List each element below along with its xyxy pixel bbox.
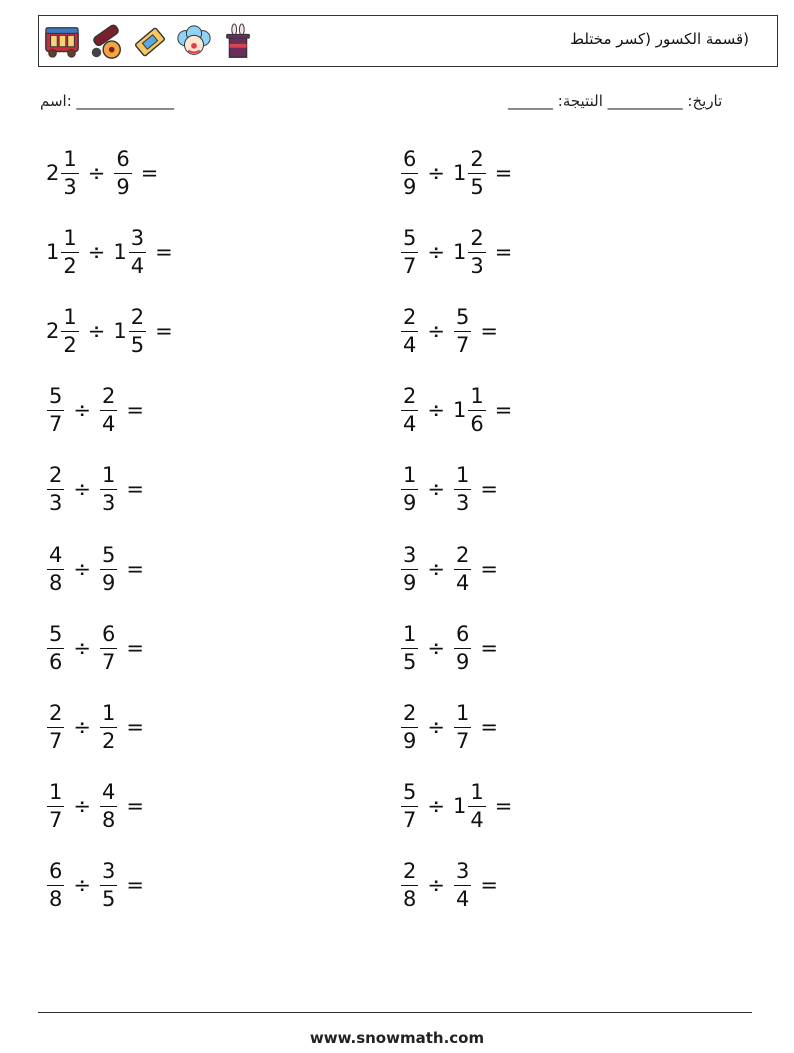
fraction-2 (100, 700, 117, 753)
whole-number-2: 1 (452, 239, 467, 264)
fraction-2 (454, 621, 471, 674)
equals-sign: = (494, 794, 513, 819)
fraction-1 (401, 386, 418, 435)
denominator: 7 (49, 808, 63, 833)
fraction-2 (468, 782, 485, 831)
denominator: 8 (403, 887, 417, 912)
numerator: 1 (63, 304, 77, 329)
divide-sign: ÷ (427, 239, 445, 264)
denominator: 7 (49, 728, 63, 753)
magic-hat-icon (219, 20, 257, 64)
fraction-2 (100, 542, 117, 595)
clown-icon (175, 20, 213, 64)
denominator: 9 (455, 649, 470, 674)
numerator: 1 (403, 621, 417, 646)
fraction-2 (468, 146, 485, 199)
equals-sign: = (155, 318, 173, 343)
denominator: 7 (403, 808, 417, 833)
numerator: 2 (101, 384, 116, 409)
header-box (38, 15, 778, 67)
fraction-1 (47, 465, 64, 514)
fraction-1 (61, 146, 78, 199)
denominator: 3 (49, 491, 63, 516)
fraction-1 (61, 304, 78, 357)
problem-item (400, 620, 498, 676)
denominator: 6 (470, 412, 484, 437)
problem-item (400, 699, 498, 755)
denominator: 9 (101, 570, 116, 595)
numerator: 5 (403, 780, 417, 805)
denominator: 2 (63, 332, 77, 357)
numerator: 2 (403, 859, 417, 884)
divide-sign: ÷ (87, 239, 106, 264)
fraction-1 (47, 386, 64, 435)
problem-item (46, 462, 144, 518)
fraction-1 (401, 621, 418, 674)
fraction-1 (47, 700, 64, 753)
denominator: 3 (455, 491, 470, 516)
denominator: 4 (455, 887, 470, 912)
numerator: 2 (455, 542, 470, 567)
divide-sign: ÷ (73, 714, 91, 739)
denominator: 7 (455, 332, 470, 357)
divide-sign: ÷ (73, 794, 91, 819)
fraction-1 (47, 861, 64, 910)
problem-item (46, 699, 144, 755)
numerator: 5 (49, 621, 63, 646)
numerator: 2 (403, 384, 417, 409)
equals-sign: = (494, 239, 513, 264)
equals-sign: = (155, 239, 173, 264)
numerator: 2 (403, 304, 417, 329)
divide-sign: ÷ (427, 556, 445, 581)
fraction-2 (129, 304, 146, 357)
divide-sign: ÷ (73, 477, 91, 502)
date-score-field: ______ :تاريخ: __________ النتيجة (508, 92, 723, 110)
denominator: 4 (101, 412, 116, 437)
numerator: 2 (49, 700, 63, 725)
denominator: 2 (63, 253, 77, 278)
denominator: 8 (49, 887, 63, 912)
numerator: 3 (101, 859, 116, 884)
divide-sign: ÷ (427, 160, 445, 185)
denominator: 4 (403, 412, 417, 437)
divide-sign: ÷ (427, 714, 445, 739)
denominator: 3 (63, 174, 77, 199)
whole-number-1: 2 (46, 318, 60, 343)
denominator: 8 (49, 570, 63, 595)
numerator: 1 (101, 700, 116, 725)
numerator: 5 (49, 384, 63, 409)
numerator: 1 (470, 780, 484, 805)
equals-sign: = (480, 556, 498, 581)
numerator: 2 (49, 463, 63, 488)
fraction-1 (47, 621, 64, 674)
equals-sign: = (126, 477, 144, 502)
ticket-icon (131, 20, 169, 64)
denominator: 6 (49, 649, 63, 674)
denominator: 9 (403, 491, 417, 516)
fraction-1 (47, 782, 64, 831)
divide-sign: ÷ (73, 635, 91, 660)
denominator: 7 (455, 728, 470, 753)
problem-item (46, 620, 144, 676)
denominator: 7 (101, 649, 116, 674)
fraction-1 (61, 225, 78, 278)
numerator: 3 (130, 225, 145, 250)
numerator: 5 (455, 304, 470, 329)
problem-item (400, 145, 512, 201)
numerator: 1 (63, 146, 77, 171)
numerator: 1 (101, 463, 116, 488)
denominator: 4 (130, 253, 145, 278)
fraction-2 (454, 465, 471, 514)
fraction-1 (401, 146, 418, 199)
denominator: 8 (101, 808, 116, 833)
fraction-2 (468, 386, 485, 435)
whole-number-1: 2 (46, 160, 60, 185)
denominator: 5 (130, 332, 145, 357)
fraction-2 (129, 225, 146, 278)
problem-item (400, 303, 498, 359)
fraction-1 (401, 465, 418, 514)
numerator: 3 (403, 542, 417, 567)
numerator: 6 (403, 146, 417, 171)
whole-number-2: 1 (452, 794, 467, 819)
fraction-2 (100, 782, 117, 831)
problem-item (46, 383, 144, 439)
numerator: 2 (403, 700, 417, 725)
numerator: 5 (101, 542, 116, 567)
divide-sign: ÷ (73, 398, 91, 423)
numerator: 3 (455, 859, 470, 884)
problem-item (400, 224, 512, 280)
denominator: 9 (116, 174, 130, 199)
equals-sign: = (126, 714, 144, 739)
fraction-2 (468, 225, 485, 278)
numerator: 6 (101, 621, 116, 646)
equals-sign: = (494, 398, 513, 423)
denominator: 3 (101, 491, 116, 516)
numerator: 4 (101, 780, 116, 805)
equals-sign: = (126, 873, 144, 898)
numerator: 2 (130, 304, 145, 329)
whole-number-2: 1 (452, 398, 467, 423)
equals-sign: = (494, 160, 513, 185)
fraction-2 (100, 465, 117, 514)
fraction-2 (454, 304, 471, 357)
fraction-2 (100, 861, 117, 910)
whole-number-2: 1 (452, 160, 467, 185)
fraction-1 (401, 700, 418, 753)
fraction-2 (454, 542, 471, 595)
denominator: 9 (403, 728, 417, 753)
numerator: 6 (116, 146, 130, 171)
problem-item (46, 858, 144, 914)
divide-sign: ÷ (427, 477, 445, 502)
denominator: 4 (455, 570, 470, 595)
fraction-2 (454, 700, 471, 753)
denominator: 2 (101, 728, 116, 753)
header-icons (43, 20, 257, 64)
fraction-1 (401, 542, 418, 595)
equals-sign: = (140, 160, 159, 185)
denominator: 3 (470, 253, 484, 278)
numerator: 1 (49, 780, 63, 805)
divide-sign: ÷ (87, 160, 106, 185)
equals-sign: = (480, 714, 498, 739)
problem-item (400, 541, 498, 597)
numerator: 2 (470, 225, 484, 250)
denominator: 7 (403, 253, 417, 278)
equals-sign: = (126, 398, 144, 423)
numerator: 2 (470, 146, 484, 171)
cannon-icon (87, 20, 125, 64)
numerator: 4 (49, 542, 63, 567)
fraction-1 (401, 861, 418, 910)
divide-sign: ÷ (427, 318, 445, 343)
denominator: 4 (403, 332, 417, 357)
fraction-2 (100, 621, 117, 674)
equals-sign: = (480, 635, 498, 660)
whole-number-2: 1 (113, 239, 127, 264)
divide-sign: ÷ (73, 873, 91, 898)
denominator: 9 (403, 570, 417, 595)
numerator: 6 (455, 621, 470, 646)
problem-item (400, 779, 512, 835)
divide-sign: ÷ (427, 873, 445, 898)
fraction-1 (401, 225, 418, 278)
denominator: 5 (101, 887, 116, 912)
denominator: 5 (470, 174, 484, 199)
name-field: اسم: _____________ (40, 92, 175, 110)
fraction-2 (114, 146, 131, 199)
numerator: 1 (63, 225, 77, 250)
fraction-1 (47, 542, 64, 595)
equals-sign: = (480, 318, 498, 343)
problem-item (46, 303, 173, 359)
equals-sign: = (126, 635, 144, 660)
problem-item (400, 858, 498, 914)
whole-number-2: 1 (113, 318, 127, 343)
footer-divider (38, 1012, 752, 1013)
denominator: 9 (403, 174, 417, 199)
fraction-1 (401, 782, 418, 831)
problem-item (46, 224, 173, 280)
equals-sign: = (480, 873, 498, 898)
numerator: 6 (49, 859, 63, 884)
problem-item (46, 541, 144, 597)
numerator: 1 (470, 384, 484, 409)
divide-sign: ÷ (427, 794, 445, 819)
equals-sign: = (126, 794, 144, 819)
circus-wagon-icon (43, 20, 81, 64)
problem-item (46, 779, 144, 835)
divide-sign: ÷ (427, 635, 445, 660)
whole-number-1: 1 (46, 239, 60, 264)
fraction-1 (401, 304, 418, 357)
worksheet-title: (قسمة الكسور (كسر مختلط (570, 30, 749, 48)
problem-item (400, 383, 512, 439)
fraction-2 (454, 861, 471, 910)
problem-item (46, 145, 158, 201)
footer-site: www.snowmath.com (309, 1029, 485, 1047)
divide-sign: ÷ (87, 318, 106, 343)
numerator: 5 (403, 225, 417, 250)
numerator: 1 (455, 463, 470, 488)
denominator: 4 (470, 808, 484, 833)
divide-sign: ÷ (427, 398, 445, 423)
denominator: 7 (49, 412, 63, 437)
equals-sign: = (126, 556, 144, 581)
numerator: 1 (455, 700, 470, 725)
problem-item (400, 462, 498, 518)
denominator: 5 (403, 649, 417, 674)
divide-sign: ÷ (73, 556, 91, 581)
fraction-2 (100, 386, 117, 435)
numerator: 1 (403, 463, 417, 488)
equals-sign: = (480, 477, 498, 502)
